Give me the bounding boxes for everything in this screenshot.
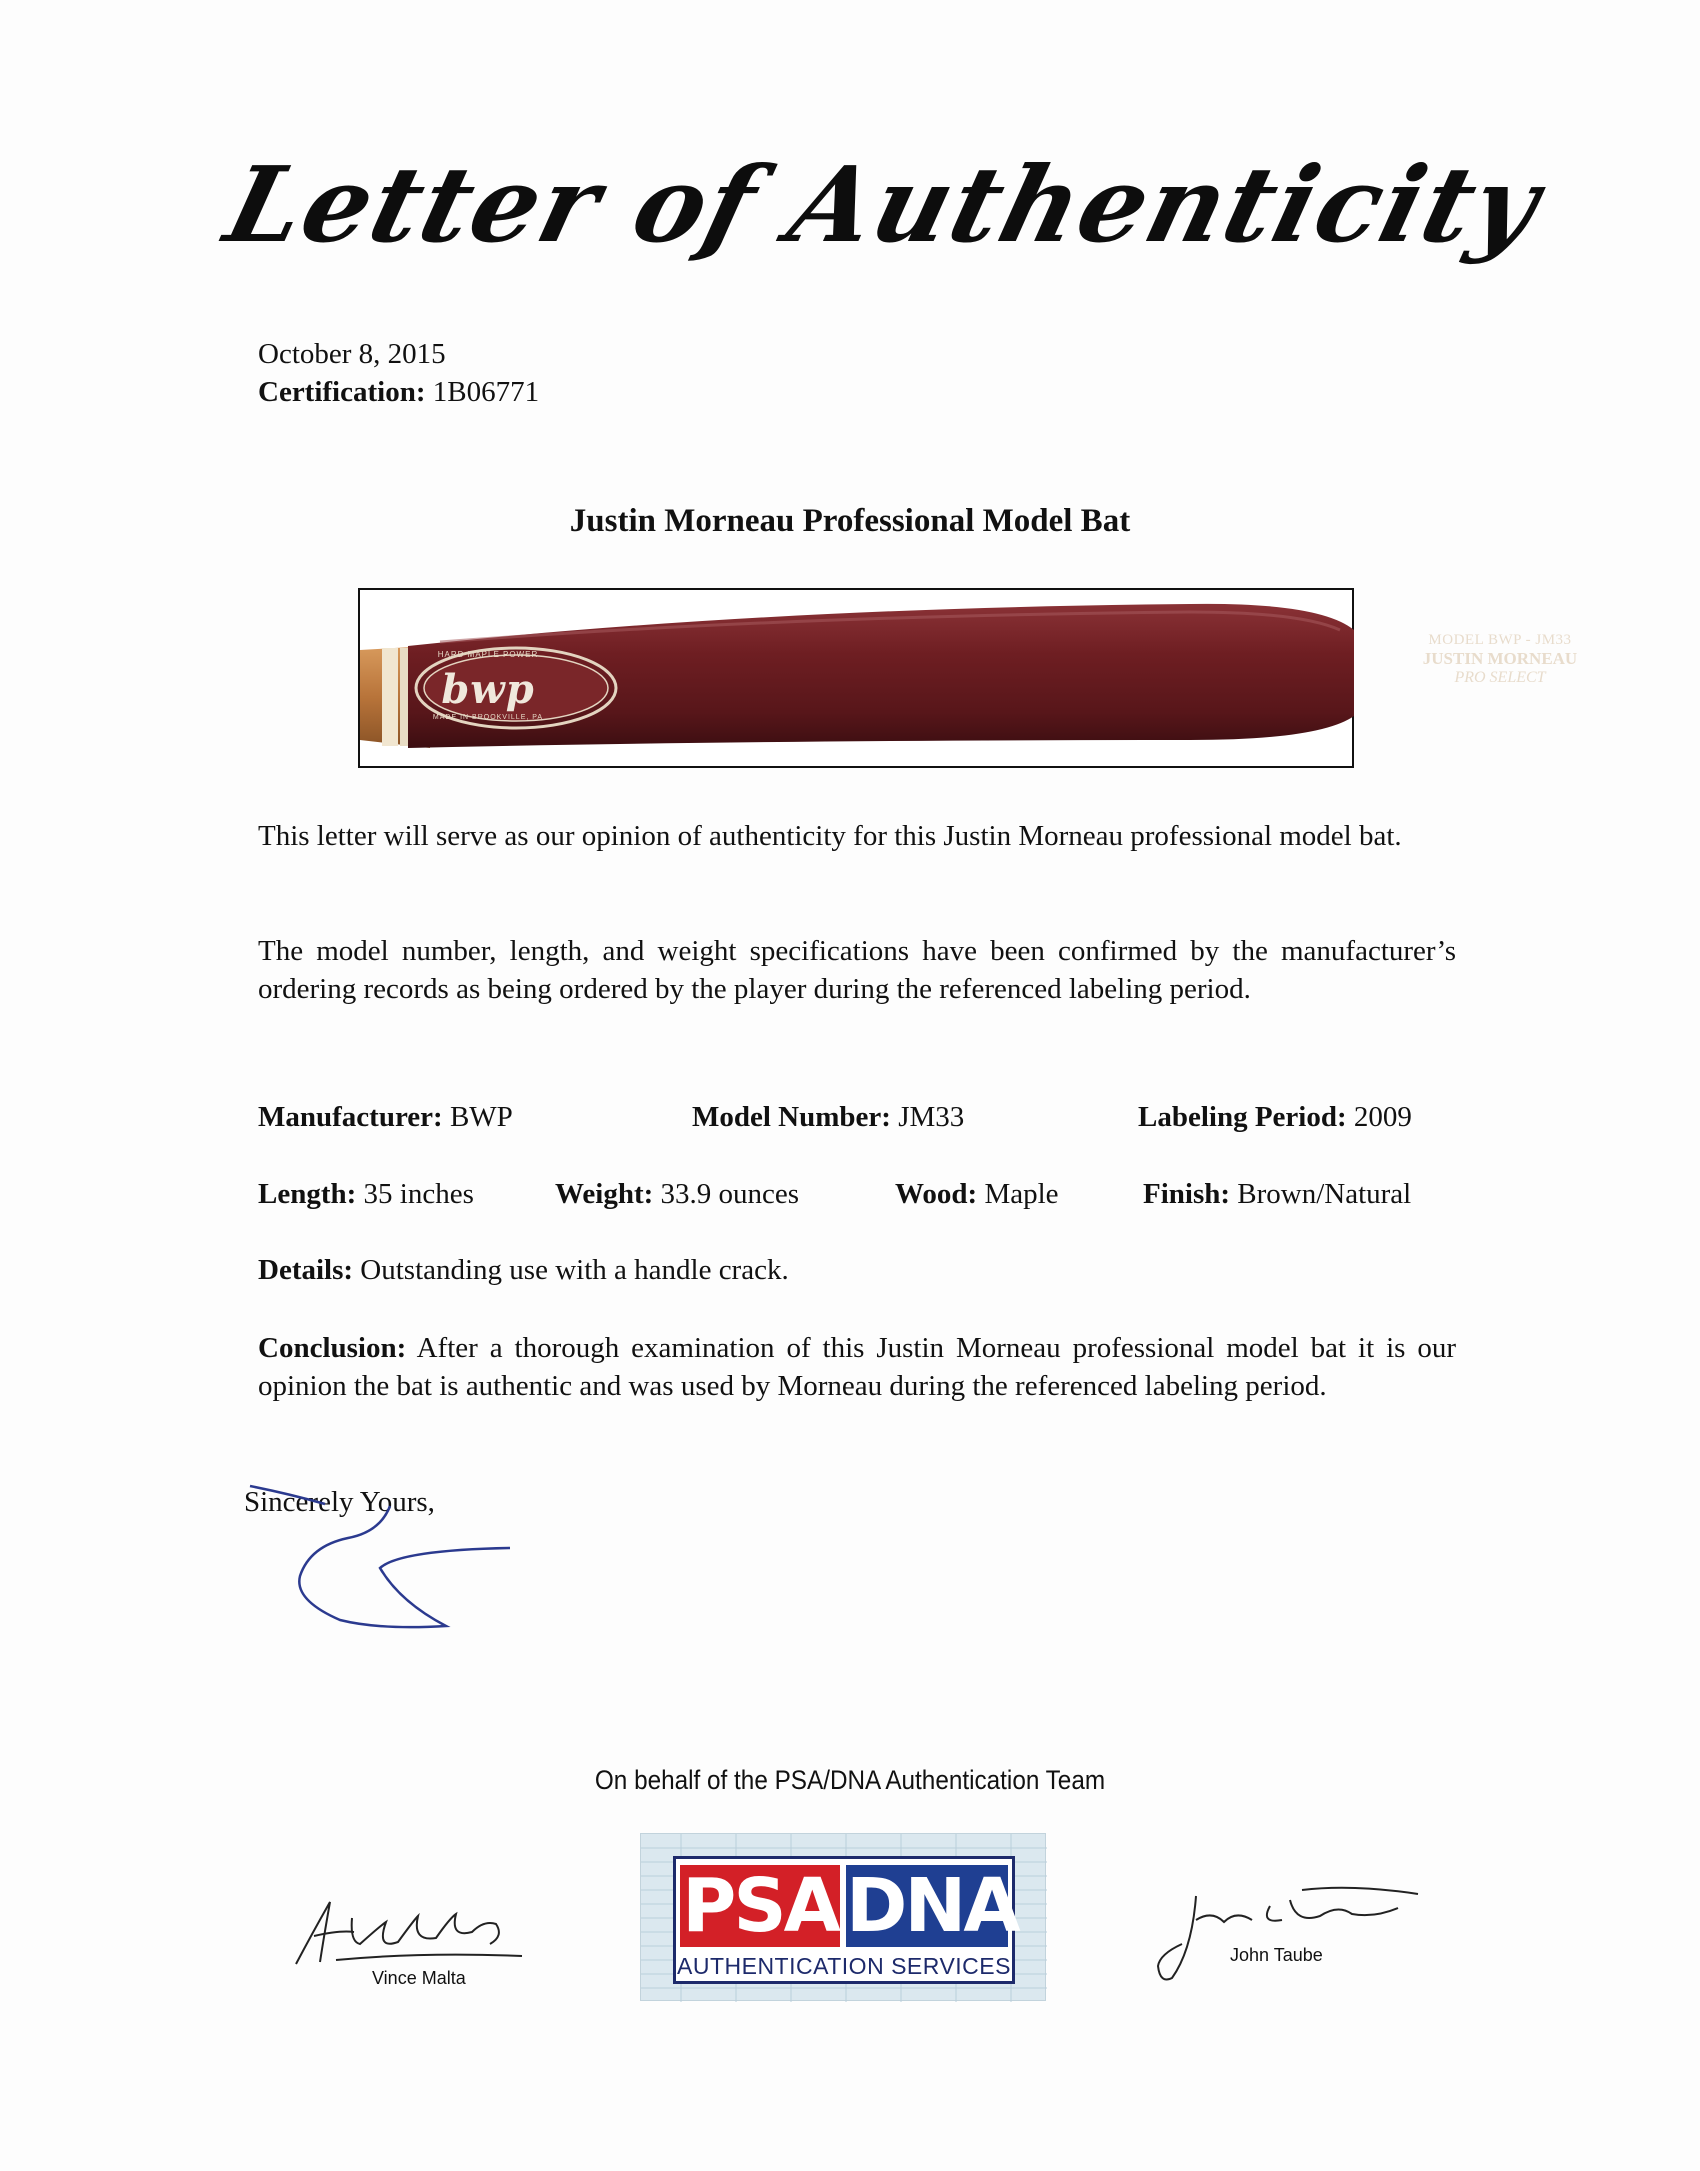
vince-malta-signature [290,1890,530,1970]
spec-label: Labeling Period: [1138,1101,1347,1133]
bwp-logo [383,648,593,730]
certification-number: 1B06771 [432,376,540,408]
letter-title: Letter of Authenticity [214,143,1553,266]
bwp-logo-top-text: HARD MAPLE POWER [437,650,539,659]
spec-value: JM33 [898,1101,965,1133]
closing-signature [230,1480,530,1640]
spec-wood [895,1178,1059,1211]
spec-label: Weight: [555,1178,654,1210]
spec-label: Details: [258,1254,354,1286]
spec-label: Finish: [1143,1178,1231,1210]
spec-value: 33.9 ounces [660,1178,800,1210]
john-taube-name: John Taube [1230,1945,1323,1965]
spec-label: Wood: [895,1178,978,1210]
stamp-series: PRO SELECT [1454,668,1546,686]
stamp-player: JUSTIN MORNEAU [1422,649,1578,669]
spec-details [258,1254,789,1287]
letter-date: October 8, 2015 [258,338,446,370]
spec-labeling-period [1138,1101,1412,1134]
spec-value: 2009 [1353,1101,1412,1133]
records-paragraph: The model number, length, and weight specifications have been confirmed by the manufacturer’s ordering records as being ordered by the player during the referenced labeling period. [258,935,1456,1005]
john-taube-signature [1152,1880,1422,1990]
spec-value: Maple [984,1178,1059,1210]
spec-value: Outstanding use with a handle crack. [360,1254,789,1286]
spec-label: Length: [258,1178,357,1210]
certification-label: Certification: [258,376,426,408]
psa-wordmark: PSA [680,1865,840,1947]
certification-line [258,376,539,409]
vince-malta-name: Vince Malta [372,1968,466,1988]
spec-finish [1143,1178,1411,1211]
bwp-logo-bottom-text: MADE IN BROOKVILLE, PA [432,714,544,721]
spec-value: BWP [449,1101,513,1133]
conclusion-paragraph [258,1329,1456,1405]
authentication-services-text: AUTHENTICATION SERVICES [677,1953,1011,1979]
closing-salutation: Sincerely Yours, [244,1486,435,1518]
spec-weight [555,1178,799,1211]
seal-inner-panel [673,1856,1018,1984]
psa-dna-seal [640,1833,1046,2001]
item-heading: Justin Morneau Professional Model Bat [569,503,1131,539]
spec-length [258,1178,474,1211]
spec-model-number [692,1101,964,1134]
spec-label: Model Number: [692,1101,891,1133]
opinion-paragraph: This letter will serve as our opinion of authenticity for this Justin Morneau professional model bat. [258,820,1402,852]
dna-wordmark: DNA [846,1863,1018,1949]
on-behalf-text: On behalf of the PSA/DNA Authentication Team [594,1765,1106,1795]
bwp-logo-text: bwp [441,666,535,713]
conclusion-text: After a thorough examination of this Justin Morneau professional model bat it is our opinion the bat is authentic and was used by Morneau during the referenced labeling period. [258,1332,1456,1402]
conclusion-label: Conclusion: [258,1332,407,1364]
stamp-model: MODEL BWP - JM33 [1428,632,1572,648]
spec-value: Brown/Natural [1237,1178,1412,1210]
spec-manufacturer [258,1101,513,1134]
spec-label: Manufacturer: [258,1101,443,1133]
bat-barrel-stamp [1360,632,1640,687]
spec-value: 35 inches [363,1178,474,1210]
